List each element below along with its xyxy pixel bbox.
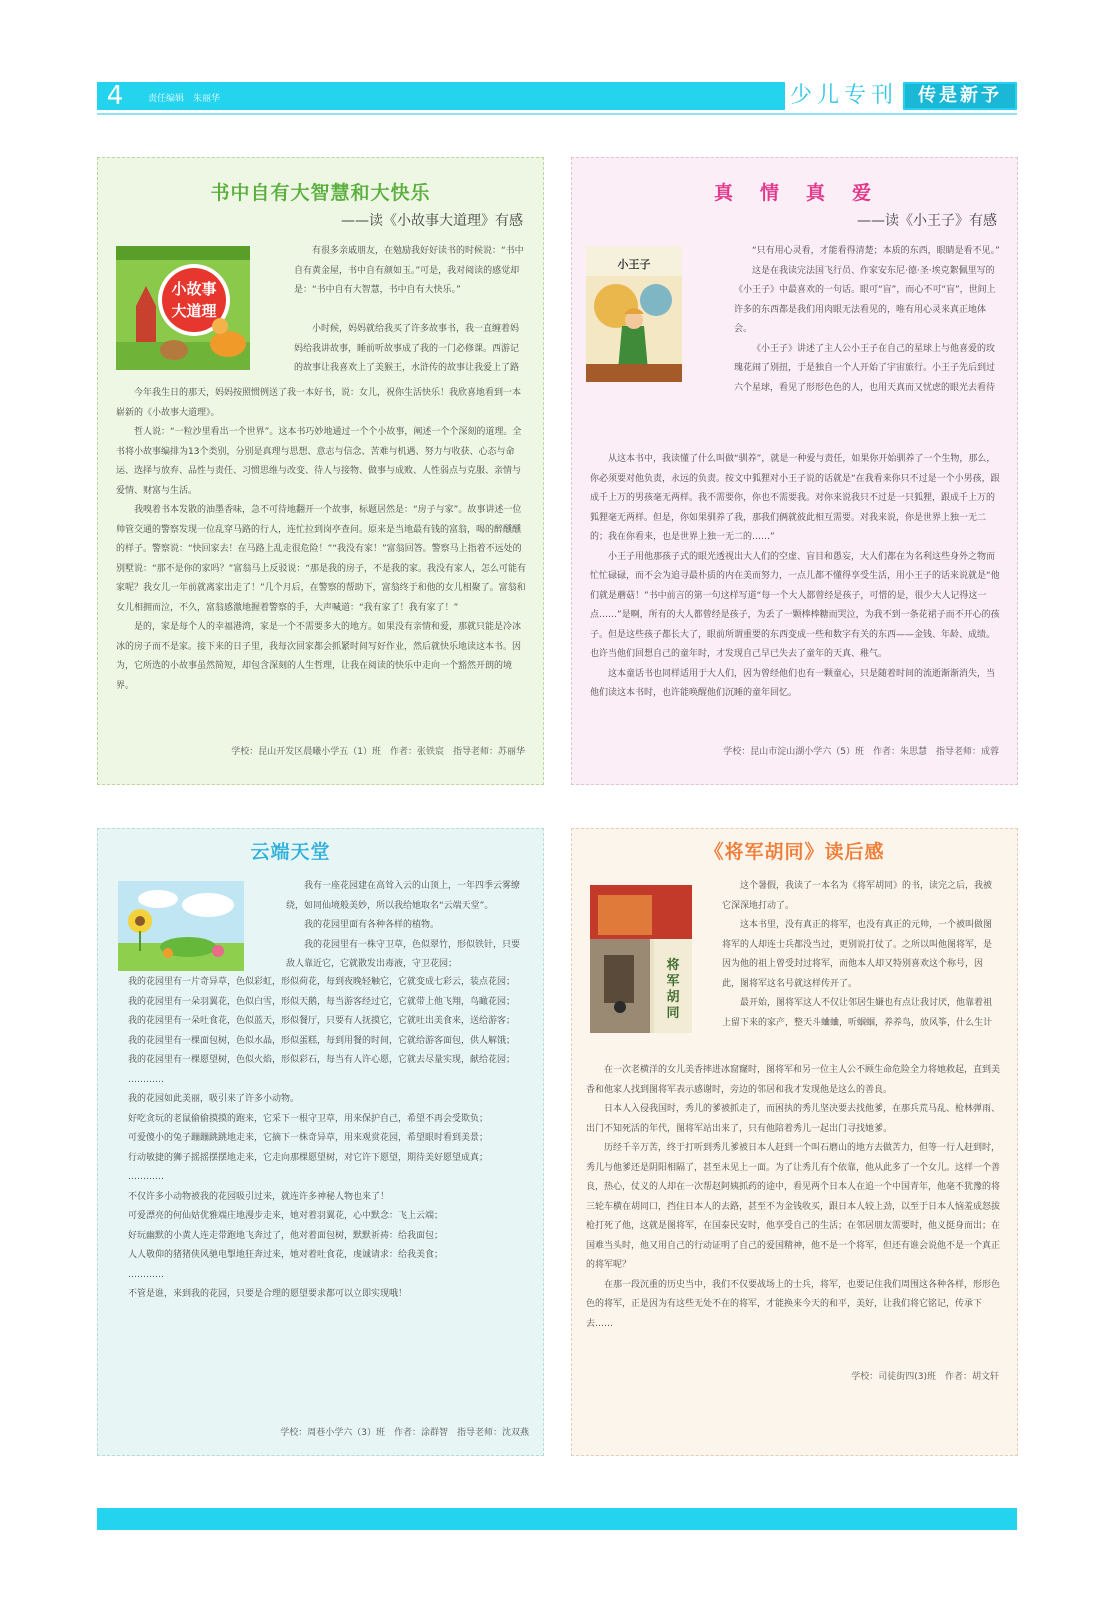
cover-title-line1: 小故事 (171, 280, 217, 298)
paragraph: 我嗅着书本发散的油墨香味，急不可待地翻开一个故事，标题居然是：“房子与家”。故事讲述一位帅管交通的警察发现一位乱穿马路的行人，连忙拉到岗亭查问。原来是当地最有钱的富翁，喝的醉醺醺的样子。警察说：“快回家去！在马路上乱走很危险！”“我没有家！”富翁回答。警察马上指着不远处的别墅说：“那不是你的家吗？”富翁马上反驳说：“那是我的房子，不是我的家。我没有家人，怎么可能有家呢？我女儿一年前就离家出走了！”几个月后，在警察的帮助下，富翁终于和他的女儿相聚了。富翁和女儿相拥而泣，不久，富翁感激地握着警察的手，大声喊道：“我有家了！我有家了！” (116, 505, 526, 613)
paragraph: 可爱傻小的兔子蹦蹦跳跳地走来，它摘下一株奇异草，用来观赏花园，希望眼时看到美景； (128, 1133, 489, 1143)
paragraph: ………… (128, 1269, 164, 1280)
cover-title-char4: 同 (666, 1006, 680, 1021)
header-divider (97, 113, 1017, 115)
paragraph: 在一次老横洋的女儿美香摔进冰窟窿时，图将军和另一位主人公不顾生命危险全力将她救起，直到美香和他家人找到图将军表示感谢时，旁边的邻居和我才发现他是这么的善良。 (586, 1065, 1000, 1095)
paragraph: 好吃贪玩的老鼠偷偷摸摸的跑来，它采下一根守卫草，用来保护自己，希望不再会受欺负； (128, 1113, 489, 1124)
cover-title-char1: 将 (666, 958, 680, 973)
paragraph: 不仅许多小动物被我的花园吸引过来，就连许多神秘人物也来了！ (128, 1191, 390, 1202)
paragraph: 我的花园里有一朵吐食花，色似蓝天，形似餐厅，只要有人抚摸它，它就吐出美食来，送给游客； (128, 1016, 516, 1026)
paragraph: 这是在我读完法国飞行员、作家安东尼·德·圣·埃克絮佩里写的《小王子》中最喜欢的一句话。眼可“盲”，而心不可“盲”，世间上许多的东西都是我们用肉眼无法看见的，唯有用心灵来真正地体会。 (734, 265, 996, 334)
paragraph: 我的花园里有一棵面包树，色似水晶，形似蛋糕，每到用餐的时间，它就给游客面包，供人解饿； (128, 1035, 516, 1046)
article-body (586, 1061, 1000, 1397)
paragraph: ………… (128, 1172, 164, 1182)
article-signature: 学校：昆山开发区晨曦小学五（1）班 作者：张铁宸 指导老师：苏丽华 (231, 747, 525, 757)
cover-title-char2: 军 (666, 974, 680, 989)
article-subtitle: ——读《小王子》有感 (857, 213, 997, 229)
article-body (590, 450, 1000, 736)
paragraph: 今年我生日的那天，妈妈按照惯例送了我一本好书，说：女儿，祝你生活快乐！我欣喜地看到一本崭新的《小故事大道理》。 (116, 388, 522, 418)
paragraph: 有很多亲戚朋友，在勉励我好好读书的时候说：“书中自有黄金屋，书中自有颜如玉。”可是，我对阅读的感觉却是：“书中自有大智慧，书中自有大快乐。” (294, 246, 524, 295)
paragraph: 人人敬仰的猪猪侠风驰电掣地狂奔过来，她对着吐食花，虔诚请求：给我美食； (128, 1250, 444, 1260)
article-title: 云端天堂 (250, 841, 331, 863)
article-body-top (722, 877, 1000, 1033)
paragraph: 好玩幽默的小黄人连走带跑地飞奔过了，他对着面包树，默默祈祷：给我面包； (128, 1230, 444, 1241)
book-cover-image (590, 885, 692, 1033)
footer-bar (97, 1508, 1017, 1530)
brand-title: 少儿专刊 (785, 82, 903, 110)
paragraph: 从这本书中，我读懂了什么叫做“驯养”，就是一种爱与责任，如果你开始驯养了一个生物，那么，你必须要对他负责，永远的负责。按文中狐狸对小王子说的话就是“在我看来你只不过是一个小男孩，跟成千上万的男孩毫无两样。我不需要你，你也不需要我。对你来说我只不过是一只狐狸，跟成千上万的狐狸毫无两样。但是，你如果驯养了我，那我们俩就彼此相互需要。对我来说，你是世界上独一无二的；我在你看来，也是世界上独一无二的……” (590, 454, 1000, 542)
paragraph: 我的花园里有一朵羽翼花，色似白雪，形似天鹅，每当游客经过它，它就带上他飞翔，鸟瞰花园； (128, 996, 516, 1007)
paragraph: 历经千辛万苦，终于打听到秀儿爹被日本人赶到一个叫石磨山的地方去做苦力，但等一行人赶到时，秀儿与他爹还是阴阳相隔了，甚至未见上一面。为了让秀儿有个依靠，他从此多了一个女儿。这样一个善良，热心，仗义的人却在一次帮赵阿姨抓药的途中，看见两个日本人在追一个中国青年，他毫不犹豫的将三轮车横在胡同口，挡住日本人的去路，甚至不为金钱收买，跟日本人较上劲，以至于日本人恼羞成怒拔枪打死了他，这就是图将军，在国泰民安时，他享受自己的生活；在邻居朋友需要时，他义挺身而出；在国难当头时，他又用自己的行动证明了自己的爱国精神，他不是一个将军，但还有谁会说他不是一个真正的将军呢？ (586, 1143, 1000, 1270)
paragraph: 小时候，妈妈就给我买了许多故事书，我一直缠着妈妈给我讲故事，睡前听故事成了我的一门必修课。西游记的故事让我喜欢上了美猴王，水浒传的故事让我爱上了路 (294, 324, 520, 373)
article-body (116, 384, 526, 736)
paragraph: 我的花园里面有各种各样的植物。 (304, 920, 440, 930)
paragraph: 我的花园如此美丽，吸引来了许多小动物。 (128, 1094, 300, 1104)
article-title: 真 情 真 爱 (713, 182, 875, 204)
cover-title-line2: 大道理 (171, 302, 217, 320)
article-signature: 学校：昆山市淀山湖小学六（5）班 作者：朱思慧 指导老师：成蓉 (723, 747, 999, 757)
paragraph: “只有用心灵看，才能看得清楚；本质的东西，眼睛是看不见。” (752, 246, 1000, 256)
article-subtitle: ——读《小故事大道理》有感 (341, 213, 523, 229)
paragraph: 是的，家是每个人的幸福港湾，家是一个不需要多大的地方。如果没有亲情和爱，那就只能是冷冰冰的房子而不是家。接下来的日子里，我每次回家都会抓紧时间写好作业，然后就快乐地读这本书。因为，它所选的小故事虽然简短，却包含深刻的人生哲理，让我在阅读的快乐中走向一个豁然开朗的境界。 (116, 622, 522, 691)
paragraph: ………… (128, 1074, 164, 1085)
article-body-top (286, 877, 526, 973)
brand-tag: 传是新予 (905, 84, 1015, 108)
cover-title: 小王子 (617, 258, 651, 271)
paragraph: 《小王子》讲述了主人公小王子在自己的星球上与他喜爱的玫瑰花闹了别扭，于是独自一个人开始了宇宙旅行。小王子先后到过六个星球，看见了形形色色的人，也用天真而又忧虑的眼光去看待 (734, 343, 996, 393)
article-body-wrap (294, 320, 526, 378)
article-box-1 (97, 157, 544, 785)
cover-title-char3: 胡 (666, 990, 680, 1005)
paragraph: 在那一段沉重的历史当中，我们不仅要战场上的士兵，将军，也要记住我们周围这各种各样，形形色色的将军，正是因为有这些无处不在的将军，才能换来今天的和平，美好，让我们将它铭记，传承下去…… (586, 1279, 1000, 1329)
garden-illustration (118, 881, 244, 971)
paragraph: 这本童话书也同样适用于大人们，因为曾经他们也有一颗童心，只是随着时间的流逝渐渐消失，当他们读这本书时，也许能唤醒他们沉睡的童年回忆。 (590, 668, 996, 698)
paragraph: 最开始，图将军这人不仅让邻居生嫌也有点让我讨厌，他靠着祖上留下来的家产，整天斗蛐蛐，听蝈蝈，养养鸟，放风筝，什么生计 (722, 998, 993, 1028)
paragraph: 哲人说：“一粒沙里看出一个世界”。这本书巧妙地通过一个个小故事，阐述一个个深刻的道理。全书将小故事编排为13个类别，分别是真理与思想、意志与信念、苦难与机遇、努力与收获、心态与命运、选择与放弃、品性与责任、习惯思维与改变、待人与接物、做事与成败、人性弱点与克服、亲情与爱情、财富与生活。 (116, 427, 522, 496)
paragraph: 可爱漂亮的何仙姑优雅端庄地漫步走来，她对着羽翼花，心中默念：飞上云端； (128, 1211, 444, 1221)
paragraph: 这本书里，没有真正的将军，也没有真正的元帅，一个被叫做图将军的人却连士兵都没当过，更别说打仗了。之所以叫他图将军，是因为他的祖上曾受封过将军，而他本人却又特别喜欢这个称号，因此，图将军这名号就这样传开了。 (722, 920, 993, 989)
paragraph: 我有一座花园建在高耸入云的山顶上，一年四季云雾缭绕，如同仙境般美妙，所以我给她取名“云端天堂”。 (286, 881, 521, 911)
paragraph: 日本人入侵我国时，秀儿的爹被抓走了，而困执的秀儿坚决要去找他爹，在那兵荒马乱、枪林弹雨、出门不知死活的年代，图将军站出来了，只有他陪着秀儿一起出门寻找她爹。 (586, 1104, 1000, 1134)
paragraph: 小王子用他那孩子式的眼光透视出大人们的空虚、盲目和愚妄，大人们都在为名利这些身外之物而忙忙碌碌，而不会为追寻最朴质的内在美而努力，一点儿都不懂得享受生活，用小王子的话来说就是“他们就是蘑菇！”书中前言的第一句这样写道“每一个大人都曾经是孩子，可惜的是，很少大人记得这一点……”是啊，所有的大人都曾经是孩子，为丢了一颗棒棒糖而哭泣，为我不到一条花裙子而不开心的孩子。但是这些孩子都长大了，眼前所谓重要的东西变成一些和数字有关的东西——金钱、年龄、成绩。也许当他们回想自己的童年时，才发现自己早已失去了童年的天真、稚气。 (590, 551, 1000, 659)
paragraph: 我的花园里有一棵愿望树，色似火焰，形似彩石，每当有人许心愿，它就去尽量实现，献给花园； (128, 1055, 516, 1065)
paragraph: 这个暑假，我读了一本名为《将军胡同》的书，读完之后，我被它深深地打动了。 (722, 881, 993, 911)
page-number: 4 (106, 81, 124, 111)
article-body (110, 973, 526, 1403)
article-body-top (294, 242, 526, 301)
editor-credit: 责任编辑 朱丽华 (148, 94, 221, 104)
paragraph: 我的花园里有一株守卫草，色似翠竹，形似铁针，只要敌人靠近它，它就散发出毒液，守卫花园； (286, 939, 521, 969)
book-cover-image (116, 246, 250, 370)
book-cover-image (586, 246, 682, 382)
paragraph: 行动敏捷的狮子摇摇摆摆地走来，它走向那棵愿望树，对它许下愿望，期待美好愿望成真； (128, 1152, 489, 1163)
article-title: 书中自有大智慧和大快乐 (210, 182, 431, 204)
article-body-top (734, 242, 1000, 400)
article-signature: 学校：司徒街四(3)班 作者：胡文轩 (851, 1372, 999, 1382)
paragraph: 不管是谁，来到我的花园，只要是合理的愿望要求都可以立即实现哦！ (128, 1289, 408, 1299)
article-signature: 学校：周巷小学六（3）班 作者：涂群智 指导老师：沈双燕 (280, 1428, 529, 1438)
paragraph: 我的花园里有一片奇异草，色似彩虹，形似荷花，每到夜晚轻触它，它就变成七彩云，装点花园； (128, 977, 516, 987)
article-box-2 (571, 157, 1018, 785)
article-title: 《将军胡同》读后感 (704, 841, 885, 863)
article-box-4 (571, 828, 1018, 1456)
article-box-3 (97, 828, 544, 1456)
